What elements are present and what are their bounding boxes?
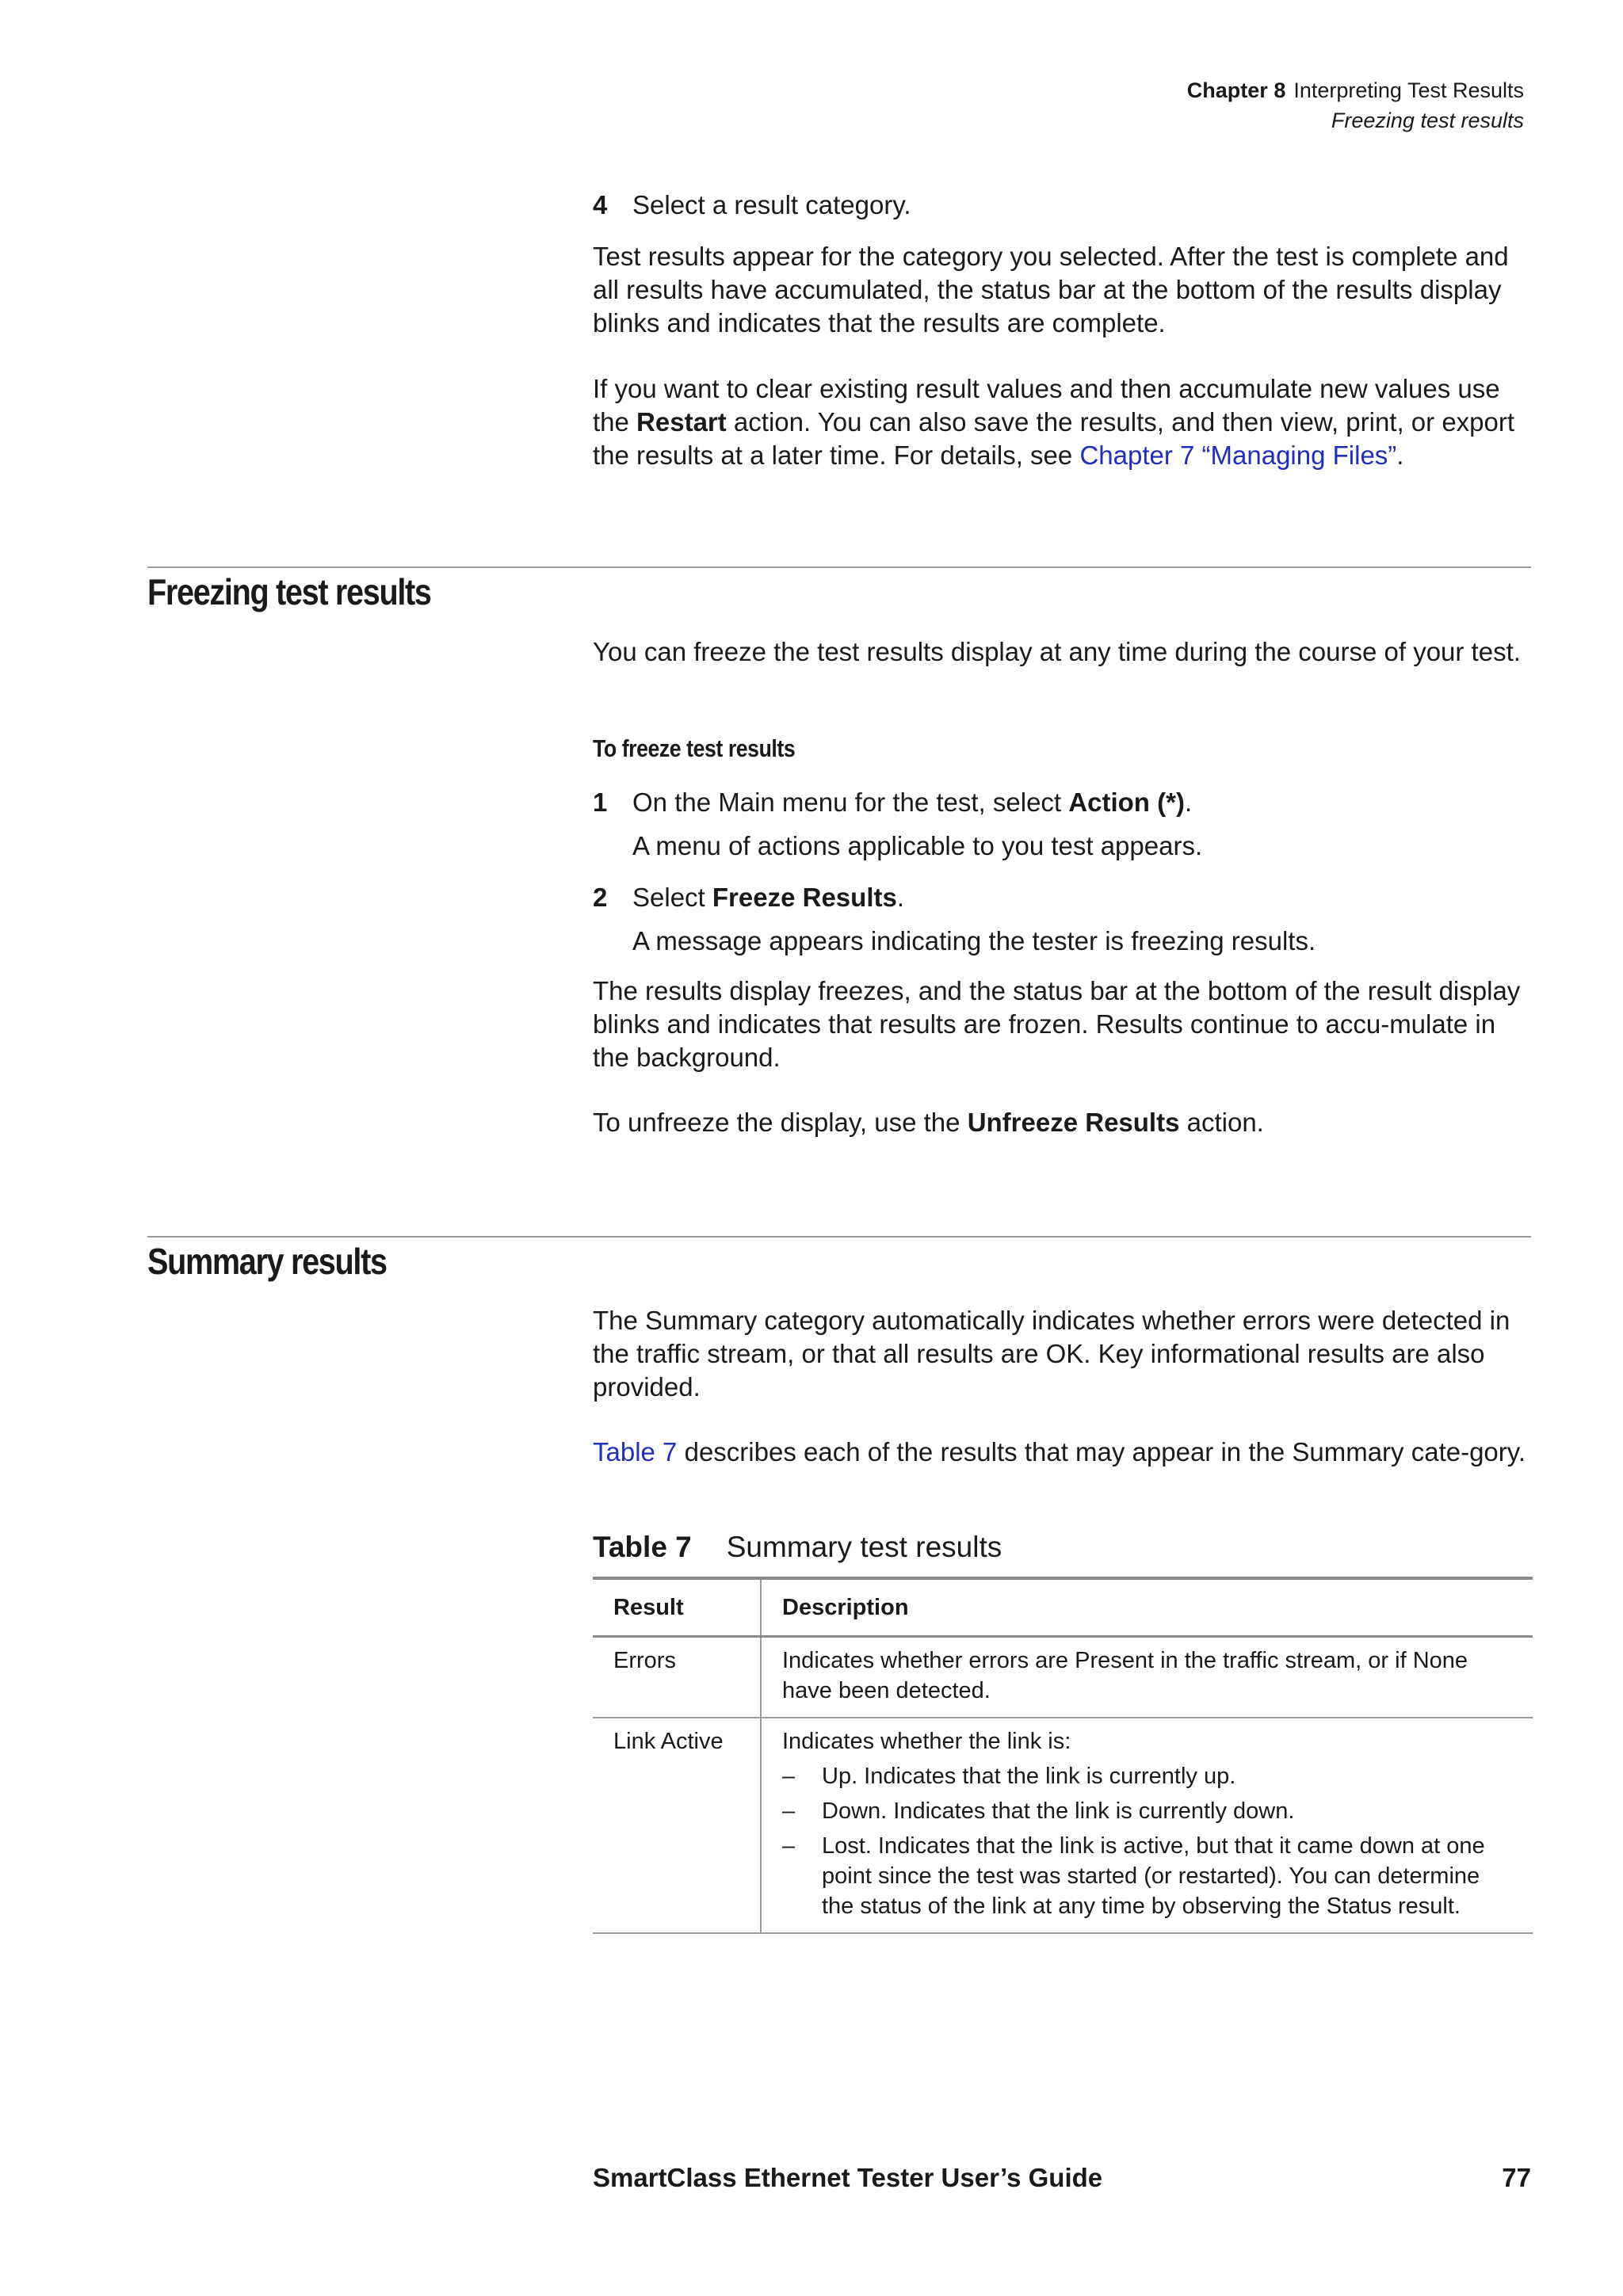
chapter-title: Interpreting Test Results <box>1293 78 1524 102</box>
step-number: 4 <box>593 190 608 219</box>
step-text <box>632 786 1528 819</box>
list-item: – Up. Indicates that the link is currently up. <box>782 1761 1514 1791</box>
freezing-paragraph-2 <box>593 974 1528 1074</box>
status-list <box>782 1761 1514 1921</box>
column-header-result: Result <box>593 1578 761 1637</box>
description-intro: Indicates whether the link is: <box>782 1729 1071 1754</box>
table-caption-title: Summary test results <box>726 1531 1002 1563</box>
result-cell: Errors <box>593 1637 761 1718</box>
result-cell: Link Active <box>593 1718 761 1933</box>
section-divider <box>147 1236 1531 1238</box>
freeze-results-term: Freeze Results <box>712 883 897 912</box>
step-text: Select a result category. <box>632 190 911 219</box>
list-item: – Down. Indicates that the link is currently down. <box>782 1796 1514 1826</box>
running-section: Freezing test results <box>1331 109 1524 132</box>
summary-paragraph-2 <box>593 1436 1528 1469</box>
table-caption-label: Table 7 <box>593 1531 692 1563</box>
description-cell <box>761 1718 1533 1933</box>
unfreeze-results-term: Unfreeze Results <box>967 1108 1180 1137</box>
action-term: Action (*) <box>1068 788 1185 817</box>
step-result-text: A message appears indicating the tester is freezing results. <box>632 926 1316 955</box>
freezing-paragraph-1 <box>593 635 1528 669</box>
running-header <box>1187 75 1524 135</box>
section-title-freezing: Freezing test results <box>147 571 431 612</box>
step2-text-b: . <box>896 883 904 912</box>
summary-results-table <box>593 1577 1533 1934</box>
procedure-title: To freeze test results <box>593 734 796 762</box>
description-cell: Indicates whether errors are Present in the traffic stream, or if None have been detected. <box>761 1637 1533 1718</box>
column-header-description: Description <box>761 1578 1533 1637</box>
freezing-text-3b: action. <box>1179 1108 1264 1137</box>
step1-text-a: On the Main menu for the test, select <box>632 788 1069 817</box>
summary-text-2 <box>593 1436 1528 1469</box>
section-divider <box>147 566 1531 568</box>
chapter-label: Chapter 8 <box>1186 78 1286 102</box>
intro-text-2c: . <box>1396 441 1404 470</box>
table-row <box>593 1718 1533 1933</box>
table-row <box>593 1637 1533 1718</box>
intro-text-2 <box>593 372 1528 472</box>
table-header-row <box>593 1578 1533 1637</box>
footer-guide-title: SmartClass Ethernet Tester User’s Guide <box>593 2163 1103 2192</box>
freezing-text-3 <box>593 1106 1528 1139</box>
table-caption <box>593 1529 1002 1566</box>
list-item: – Lost. Indicates that the link is active, but that it came down at one point since the test was started (or restarted). You can determine the status of the link at any time by observing the Status result. <box>782 1831 1514 1921</box>
step-number: 1 <box>593 788 608 817</box>
summary-text-2-rest: describes each of the results that may appear in the Summary cate-gory. <box>677 1437 1526 1466</box>
table-7-link[interactable]: Table 7 <box>593 1437 678 1466</box>
page-number: 77 <box>1502 2163 1531 2192</box>
step-result-text: A menu of actions applicable to you test appears. <box>632 831 1203 860</box>
intro-paragraph-1 <box>593 240 1528 340</box>
intro-text-1: Test results appear for the category you selected. After the test is complete and all results have accumulated, the status bar at the bottom of the results display blinks and indicates that the results are complete. <box>593 242 1509 338</box>
intro-text-2a: If you want to clear existing result values and then accumulate new values use the <box>593 374 1500 437</box>
freezing-text-1: You can freeze the test results display at any time during the course of your test. <box>593 637 1521 666</box>
freezing-paragraph-3 <box>593 1106 1528 1139</box>
step2-text-a: Select <box>632 883 712 912</box>
freezing-text-3a: To unfreeze the display, use the <box>593 1108 968 1137</box>
step1-text-b: . <box>1184 788 1193 817</box>
intro-text-2b: action. You can also save the results, and then view, print, or export the results at a later time. For details, see <box>593 407 1515 470</box>
chapter-7-link[interactable]: Chapter 7 “Managing Files” <box>1079 441 1397 470</box>
intro-paragraph-2 <box>593 372 1528 472</box>
restart-term: Restart <box>636 407 727 437</box>
summary-paragraph-1 <box>593 1304 1528 1404</box>
freezing-text-2: The results display freezes, and the status bar at the bottom of the result display blinks and indicates that results are frozen. Results continue to accu-mulate in the background. <box>593 976 1521 1072</box>
section-title-summary: Summary results <box>147 1241 387 1282</box>
summary-text-1: The Summary category automatically indicates whether errors were detected in the traffic stream, or that all results are OK. Key informational results are also provided. <box>593 1306 1510 1402</box>
step-number: 2 <box>593 883 608 912</box>
step-text <box>632 881 1528 914</box>
